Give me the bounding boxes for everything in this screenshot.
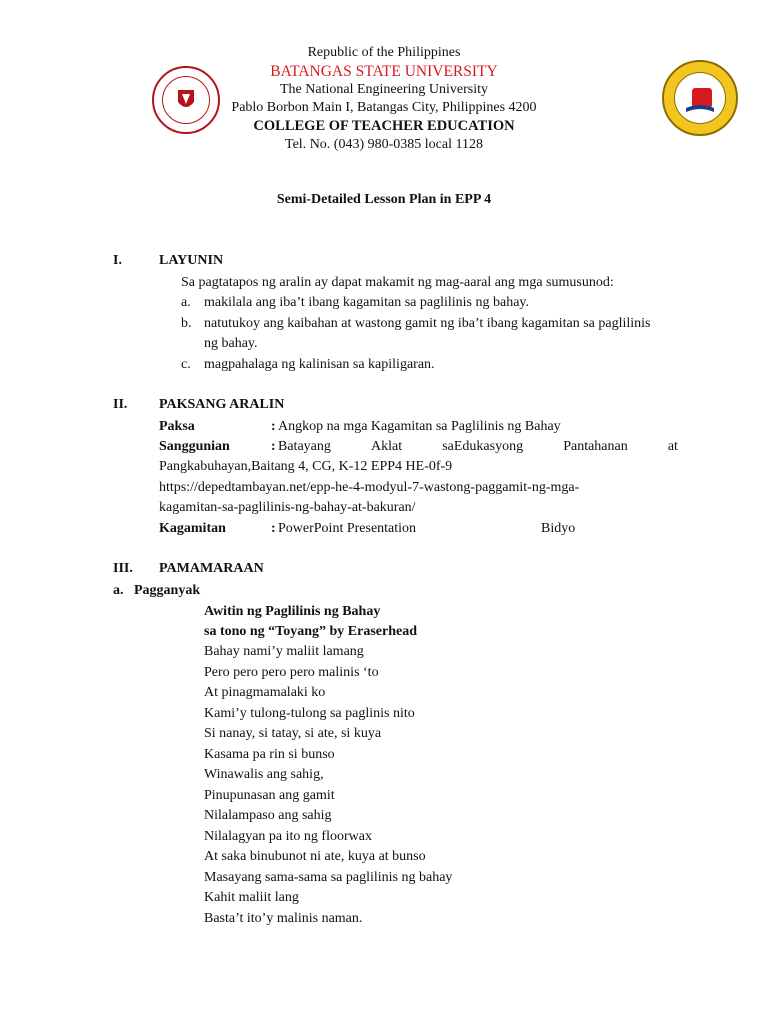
lyric-line: Nilalagyan pa ito ng floorwax [204,829,372,844]
kagamitan-colon: : [271,521,276,536]
kagamitan-label: Kagamitan [159,521,226,536]
paksa-value: Angkop na mga Kagamitan sa Paglilinis ng Bahay [278,419,561,434]
section-2-title: PAKSANG ARALIN [159,397,285,412]
lyric-line: Winawalis ang sahig, [204,767,324,782]
objective-b-cont: ng bahay. [204,336,258,351]
document-title: Semi-Detailed Lesson Plan in EPP 4 [276,192,492,207]
header-address: Pablo Borbon Main I, Batangas City, Philippines 4200 [231,100,537,115]
section-1-intro: Sa pagtatapos ng aralin ay dapat makamit ng mag-aaral ang mga sumusunod: [181,275,614,290]
header-republic: Republic of the Philippines [307,45,461,60]
section-3-number: III. [113,561,133,576]
kagamitan-value-2: Bidyo [541,521,576,536]
header-college: COLLEGE OF TEACHER EDUCATION [253,118,515,134]
objective-b-letter: b. [181,316,192,331]
header-tagline: The National Engineering University [280,82,488,97]
lyric-line: Pinupunasan ang gamit [204,788,335,803]
song-title: Awitin ng Paglilinis ng Bahay [204,604,381,619]
header-tel: Tel. No. (043) 980-0385 local 1128 [285,137,483,152]
reference-url-line1[interactable]: https://depedtambayan.net/epp-he-4-modyul-7-wastong-paggamit-ng-mga- [159,480,580,495]
sanggunian-word: saEdukasyong [442,439,524,454]
sanggunian-colon: : [271,439,276,454]
section-3-title: PAMAMARAAN [159,561,264,576]
lyric-line: Pero pero pero pero malinis ‘to [204,665,379,680]
pagganyak-heading: a. Pagganyak [113,583,201,598]
kagamitan-value: PowerPoint Presentation [278,521,417,536]
lyric-line: Bahay nami’y maliit lamang [204,644,364,659]
section-1-number: I. [113,253,122,268]
sanggunian-word: at [667,439,678,454]
paksa-colon: : [271,419,276,434]
sanggunian-line2: Pangkabuhayan,Baitang 4, CG, K-12 EPP4 HE-0f-9 [159,459,453,474]
sanggunian-word: Batayang [278,439,331,454]
objective-a-letter: a. [181,295,191,310]
lyric-line: Masayang sama-sama sa paglilinis ng bahay [204,870,453,885]
objective-a: makilala ang iba’t ibang kagamitan sa paglilinis ng bahay. [204,295,530,310]
lyric-line: Si nanay, si tatay, si ate, si kuya [204,726,382,741]
sanggunian-word: Pantahanan [563,439,628,454]
section-1-title: LAYUNIN [159,253,224,268]
lyric-line: Basta’t ito’y malinis naman. [204,911,363,926]
lyric-line: At pinagmamalaki ko [204,685,326,700]
objective-b: natutukoy ang kaibahan at wastong gamit ng iba’t ibang kagamitan sa paglilinis [204,316,651,331]
objective-c: magpahalaga ng kalinisan sa kapiligaran. [204,357,435,372]
lyric-line: At saka binubunot ni ate, kuya at bunso [204,849,426,864]
reference-url-line2[interactable]: kagamitan-sa-paglilinis-ng-bahay-at-bakuran/ [159,500,416,515]
song-subtitle: sa tono ng “Toyang” by Eraserhead [204,624,418,639]
sanggunian-label: Sanggunian [159,439,230,454]
header-university: BATANGAS STATE UNIVERSITY [270,63,498,80]
lyric-line: Nilalampaso ang sahig [204,808,332,823]
lyric-line: Kami’y tulong-tulong sa paglinis nito [204,706,415,721]
lyric-line: Kasama pa rin si bunso [204,747,335,762]
objective-c-letter: c. [181,357,191,372]
sanggunian-word: Aklat [370,439,403,454]
sanggunian-line1 [278,438,678,456]
lyric-line: Kahit maliit lang [204,890,299,905]
section-2-number: II. [113,397,128,412]
paksa-label: Paksa [159,419,195,434]
